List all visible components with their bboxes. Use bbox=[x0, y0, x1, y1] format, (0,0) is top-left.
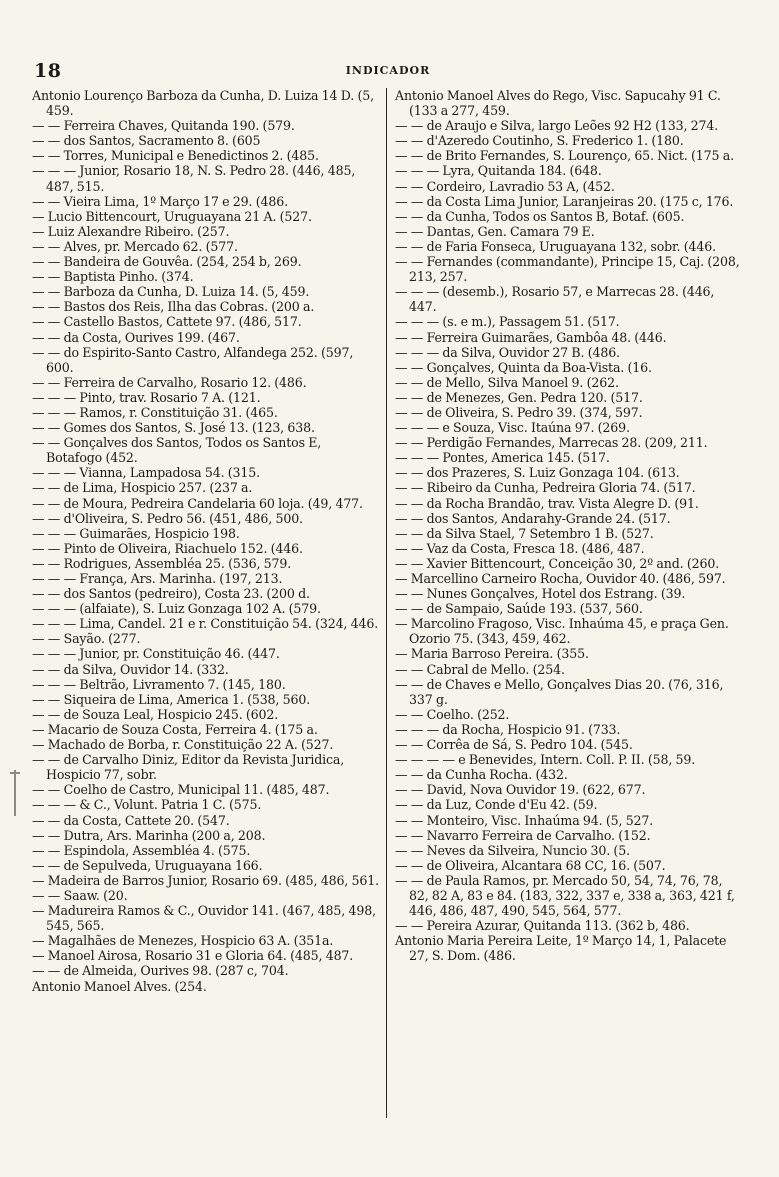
directory-entry: — — dos Santos, Andarahy-Grande 24. (517. bbox=[395, 510, 671, 526]
directory-entry: — Macario de Souza Costa, Ferreira 4. (175 a. bbox=[32, 721, 318, 737]
directory-entry: — — de Moura, Pedreira Candelaria 60 loja. (49, 477. bbox=[32, 495, 363, 511]
directory-entry: — — — Beltrão, Livramento 7. (145, 180. bbox=[32, 676, 286, 692]
directory-entry: — — do Espirito-Santo Castro, Alfandega 252. (597, 600. bbox=[32, 344, 354, 375]
directory-entry: — — Barboza da Cunha, D. Luiza 14. (5, 459. bbox=[32, 284, 310, 300]
directory-entry: — — Bandeira de Gouvêa. (254, 254 b, 269. bbox=[32, 254, 302, 270]
directory-entry: — — dos Santos (pedreiro), Costa 23. (200 d. bbox=[32, 586, 310, 602]
directory-entry: — — — e Souza, Visc. Itaúna 97. (269. bbox=[395, 420, 630, 436]
directory-entry: — — Pinto de Oliveira, Riachuelo 152. (446. bbox=[32, 540, 303, 556]
directory-entry: — — — (desemb.), Rosario 57, e Marrecas 28. (446, 447. bbox=[395, 284, 715, 315]
directory-entry: — — da Silva, Ouvidor 14. (332. bbox=[32, 661, 229, 677]
directory-entry: — — — Lima, Candel. 21 e r. Constituição 54. (324, 446. bbox=[32, 616, 379, 632]
directory-entry: — — Nunes Gonçalves, Hotel dos Estrang. (39. bbox=[395, 586, 686, 602]
directory-entry: — Marcolino Fragoso, Visc. Inhaúma 45, e praça Gen. Ozorio 75. (343, 459, 462. bbox=[395, 616, 729, 647]
left-column bbox=[32, 88, 384, 1168]
directory-entry: — — — da Rocha, Hospicio 91. (733. bbox=[395, 721, 621, 737]
directory-entry: — — Gonçalves dos Santos, Todos os Santos E, Botafogo (452. bbox=[32, 435, 322, 466]
directory-entry: — — Alves, pr. Mercado 62. (577. bbox=[32, 238, 238, 254]
directory-entry: — — Dutra, Ars. Marinha (200 a, 208. bbox=[32, 827, 266, 843]
directory-entry: — — Gomes dos Santos, S. José 13. (123, 638. bbox=[32, 420, 315, 436]
directory-entry: — — Ferreira Chaves, Quitanda 190. (579. bbox=[32, 118, 295, 134]
directory-entry: — — de Brito Fernandes, S. Lourenço, 65. Nict. (175 a. bbox=[395, 148, 734, 164]
directory-entry: — — d'Azeredo Coutinho, S. Frederico 1. (180. bbox=[395, 133, 684, 149]
directory-entry: — — de Faria Fonseca, Uruguayana 132, sobr. (446. bbox=[395, 238, 716, 254]
directory-entry: — — — Lyra, Quitanda 184. (648. bbox=[395, 163, 602, 179]
directory-entry: — — Gonçalves, Quinta da Boa-Vista. (16. bbox=[395, 359, 652, 375]
directory-entry: — — — França, Ars. Marinha. (197, 213. bbox=[32, 571, 283, 586]
directory-entry: — — Vieira Lima, 1º Março 17 e 29. (486. bbox=[32, 193, 288, 209]
directory-entry: — — Vaz da Costa, Fresca 18. (486, 487. bbox=[395, 540, 645, 556]
directory-entry: — Maria Barroso Pereira. (355. bbox=[395, 646, 589, 662]
directory-entry: — — — & C., Volunt. Patria 1 C. (575. bbox=[32, 797, 262, 813]
directory-entry: — — da Costa, Ourives 199. (467. bbox=[32, 329, 240, 345]
directory-entry: — — Sayão. (277. bbox=[32, 631, 141, 647]
directory-entry: — — Rodrigues, Assembléa 25. (536, 579. bbox=[32, 555, 292, 571]
directory-entry: — — Xavier Bittencourt, Conceição 30, 2º and. (260. bbox=[395, 555, 720, 571]
directory-entry: — — Siqueira de Lima, America 1. (538, 560. bbox=[32, 691, 311, 707]
directory-entry: — — Saaw. (20. bbox=[32, 887, 128, 903]
directory-entry: — Lucio Bittencourt, Uruguayana 21 A. (527. bbox=[32, 208, 312, 224]
directory-entry: — — de Sepulveda, Uruguayana 166. bbox=[32, 857, 263, 873]
directory-entry: — — de Menezes, Gen. Pedra 120. (517. bbox=[395, 389, 643, 405]
directory-entry: — — de Paula Ramos, pr. Mercado 50, 54, 74, 76, 78, 82, 82 A, 83 e 84. (183, 322, 337 e, 338 a, 363, 421 f, 446, 486, 487, 490, 545, 564, 577. bbox=[395, 872, 735, 919]
directory-entry: — — — (alfaiate), S. Luiz Gonzaga 102 A. (579. bbox=[32, 601, 321, 617]
right-column bbox=[389, 88, 741, 1168]
directory-entry: — Magalhães de Menezes, Hospicio 63 A. (351a. bbox=[32, 933, 334, 949]
directory-entry: — — da Costa, Cattete 20. (547. bbox=[32, 812, 230, 828]
running-title: INDICADOR bbox=[345, 64, 431, 77]
page-header bbox=[34, 60, 742, 82]
directory-entry: — — Monteiro, Visc. Inhaúma 94. (5, 527. bbox=[395, 812, 654, 828]
directory-entry: — — da Rocha Brandão, trav. Vista Alegre D. (91. bbox=[395, 495, 699, 511]
directory-entry: — — Perdigão Fernandes, Marrecas 28. (209, 211. bbox=[395, 435, 708, 451]
directory-entry: — — Corrêa de Sá, S. Pedro 104. (545. bbox=[395, 737, 633, 753]
directory-entry: — — Cabral de Mello. (254. bbox=[395, 661, 565, 677]
directory-entry: — — de Oliveira, Alcantara 68 CC, 16. (507. bbox=[395, 857, 666, 873]
directory-entry: — — Neves da Silveira, Nuncio 30. (5. bbox=[395, 842, 630, 858]
directory-entry: — — — Junior, Rosario 18, N. S. Pedro 28. (446, 485, 487, 515. bbox=[32, 163, 356, 194]
directory-entry: — — Coelho de Castro, Municipal 11. (485, 487. bbox=[32, 782, 330, 798]
directory-entry: — Madeira de Barros Junior, Rosario 69. (485, 486, 561. bbox=[32, 872, 379, 888]
directory-entry: — — de Oliveira, S. Pedro 39. (374, 597. bbox=[395, 404, 643, 420]
directory-entry: — — — Junior, pr. Constituição 46. (447. bbox=[32, 646, 280, 662]
directory-entry: — — — Pinto, trav. Rosario 7 A. (121. bbox=[32, 389, 261, 405]
directory-entry: — — Coelho. (252. bbox=[395, 706, 510, 722]
page-number: 18 bbox=[34, 60, 62, 82]
directory-entry: — — de Araujo e Silva, largo Leões 92 H2 (133, 274. bbox=[395, 118, 719, 134]
directory-entry: — — — da Silva, Ouvidor 27 B. (486. bbox=[395, 344, 620, 360]
directory-entry: — — d'Oliveira, S. Pedro 56. (451, 486, 500. bbox=[32, 510, 303, 526]
directory-entry: — — Fernandes (commandante), Principe 15, Caj. (208, 213, 257. bbox=[395, 254, 740, 285]
directory-entry: — — Dantas, Gen. Camara 79 E. bbox=[395, 223, 595, 239]
directory-entry: — — de Chaves e Mello, Gonçalves Dias 20. (76, 316, 337 g. bbox=[395, 676, 724, 707]
directory-entry: — — — (s. e m.), Passagem 51. (517. bbox=[395, 314, 620, 330]
directory-entry: — — Ferreira de Carvalho, Rosario 12. (486. bbox=[32, 374, 307, 390]
directory-entry: — — Ferreira Guimarães, Gambôa 48. (446. bbox=[395, 329, 667, 345]
directory-entry: — — Espindola, Assembléa 4. (575. bbox=[32, 842, 251, 858]
column-divider bbox=[386, 88, 387, 1118]
directory-entry: — — dos Santos, Sacramento 8. (605 bbox=[32, 133, 261, 149]
directory-entry: — — Baptista Pinho. (374. bbox=[32, 269, 194, 285]
directory-entry: — — Cordeiro, Lavradio 53 A, (452. bbox=[395, 178, 615, 194]
directory-entry: — — de Carvalho Diniz, Editor da Revista Juridica, Hospicio 77, sobr. bbox=[32, 752, 345, 783]
directory-entry: — — da Cunha, Todos os Santos B, Botaf. (605. bbox=[395, 208, 685, 224]
directory-entry: — — — Ramos, r. Constituição 31. (465. bbox=[32, 404, 278, 420]
directory-entry: — — Bastos dos Reis, Ilha das Cobras. (200 a. bbox=[32, 299, 315, 315]
directory-entry: — — de Lima, Hospicio 257. (237 a. bbox=[32, 480, 253, 496]
directory-entry: — — da Costa Lima Junior, Laranjeiras 20. (175 c, 176. bbox=[395, 193, 734, 209]
directory-entry: — — David, Nova Ouvidor 19. (622, 677. bbox=[395, 782, 646, 798]
directory-entry: — Luiz Alexandre Ribeiro. (257. bbox=[32, 223, 230, 239]
directory-entry: — Madureira Ramos & C., Ouvidor 141. (467, 485, 498, 545, 565. bbox=[32, 903, 376, 934]
directory-entry: Antonio Manoel Alves. (254. bbox=[32, 978, 207, 994]
directory-entry: — — de Souza Leal, Hospicio 245. (602. bbox=[32, 706, 279, 722]
directory-entry: — — Ribeiro da Cunha, Pedreira Gloria 74. (517. bbox=[395, 480, 696, 496]
margin-ink-mark bbox=[14, 770, 16, 816]
directory-entry: Antonio Lourenço Barboza da Cunha, D. Luiza 14 D. (5, 459. bbox=[32, 88, 374, 119]
directory-columns bbox=[32, 88, 744, 1168]
directory-entry: — — — Guimarães, Hospicio 198. bbox=[32, 525, 240, 541]
directory-entry: — — da Silva Stael, 7 Setembro 1 B. (527. bbox=[395, 525, 654, 541]
directory-entry: — — — — e Benevides, Intern. Coll. P. II. (58, 59. bbox=[395, 752, 696, 768]
directory-entry: — — Navarro Ferreira de Carvalho. (152. bbox=[395, 827, 651, 843]
directory-entry: — — de Almeida, Ourives 98. (287 c, 704. bbox=[32, 963, 289, 979]
directory-entry: — — Castello Bastos, Cattete 97. (486, 517. bbox=[32, 314, 302, 330]
directory-entry: Antonio Manoel Alves do Rego, Visc. Sapucahy 91 C. (133 a 277, 459. bbox=[395, 88, 721, 119]
directory-entry: — — de Mello, Silva Manoel 9. (262. bbox=[395, 374, 619, 390]
directory-entry: Antonio Maria Pereira Leite, 1º Março 14, 1, Palacete 27, S. Dom. (486. bbox=[395, 933, 727, 964]
directory-entry: — — dos Prazeres, S. Luiz Gonzaga 104. (613. bbox=[395, 465, 680, 481]
directory-entry: — — Torres, Municipal e Benedictinos 2. (485. bbox=[32, 148, 319, 164]
directory-entry: — Manoel Airosa, Rosario 31 e Gloria 64. (485, 487. bbox=[32, 948, 354, 964]
directory-entry: — — — Pontes, America 145. (517. bbox=[395, 450, 610, 466]
directory-entry: — — de Sampaio, Saúde 193. (537, 560. bbox=[395, 601, 643, 617]
directory-entry: — — da Luz, Conde d'Eu 42. (59. bbox=[395, 797, 598, 813]
directory-entry: — — — Vianna, Lampadosa 54. (315. bbox=[32, 465, 260, 481]
directory-entry: — — da Cunha Rocha. (432. bbox=[395, 767, 568, 783]
directory-entry: — Machado de Borba, r. Constituição 22 A. (527. bbox=[32, 737, 334, 753]
directory-entry: — Marcellino Carneiro Rocha, Ouvidor 40. (486, 597. bbox=[395, 571, 726, 586]
directory-entry: — — Pereira Azurar, Quitanda 113. (362 b, 486. bbox=[395, 918, 690, 934]
